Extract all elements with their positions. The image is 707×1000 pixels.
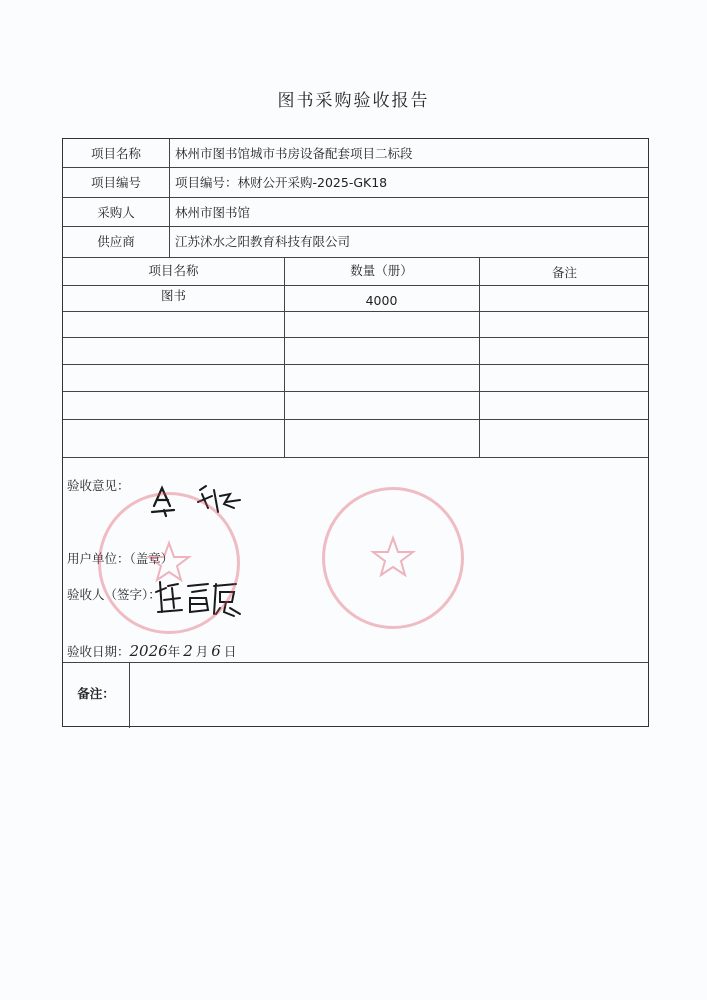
items-header-remark: 备注: [551, 265, 577, 280]
project-name-label: 项目名称: [90, 146, 141, 161]
date-day-handwritten: 6: [211, 642, 221, 660]
date-year-suffix: 年: [167, 644, 181, 659]
row-divider: [63, 457, 648, 458]
row-divider: [63, 337, 648, 338]
items-header-name: 项目名称: [148, 263, 199, 278]
remarks-label: 备注：: [77, 686, 115, 701]
project-name-value: 林州市图书馆城市书房设备配套项目二标段: [175, 146, 413, 161]
user-unit-label: 用户单位：（盖章）: [67, 551, 174, 566]
acceptance-date-label: 验收日期：: [67, 644, 130, 659]
date-day-suffix: 日: [223, 644, 237, 659]
acceptance-date: [67, 643, 236, 660]
column-divider: [284, 257, 285, 457]
date-month-handwritten: 2: [183, 642, 193, 660]
supplier-value: 江苏沭水之阳教育科技有限公司: [175, 234, 351, 249]
column-divider: [169, 139, 170, 257]
row-divider: [63, 167, 648, 168]
row-divider: [63, 419, 648, 420]
row-divider: [63, 285, 648, 286]
purchaser-value: 林州市图书馆: [175, 205, 251, 220]
purchaser-label: 采购人: [97, 205, 135, 220]
row-divider: [63, 364, 648, 365]
row-divider: [63, 226, 648, 227]
row-divider: [63, 197, 648, 198]
inspector-signature-label: 验收人（签字）：: [67, 587, 161, 602]
item-quantity-cell: 4000: [365, 293, 398, 308]
row-divider: [63, 662, 648, 663]
row-divider: [63, 391, 648, 392]
item-name-cell: 图书: [160, 288, 186, 303]
column-divider: [479, 257, 480, 457]
page-title: 图书采购验收报告: [277, 91, 430, 111]
column-divider: [129, 662, 130, 728]
row-divider: [63, 257, 648, 258]
date-year-handwritten: 2026: [129, 642, 168, 660]
row-divider: [63, 311, 648, 312]
items-header-quantity: 数量（册）: [350, 263, 413, 278]
acceptance-report-table: [62, 138, 649, 727]
acceptance-opinion-label: 验收意见：: [67, 478, 130, 493]
project-number-label: 项目编号: [90, 175, 141, 190]
supplier-label: 供应商: [97, 234, 135, 249]
project-number-value: 项目编号：林财公开采购-2025-GK18: [175, 175, 388, 190]
date-month-suffix: 月: [195, 644, 209, 659]
